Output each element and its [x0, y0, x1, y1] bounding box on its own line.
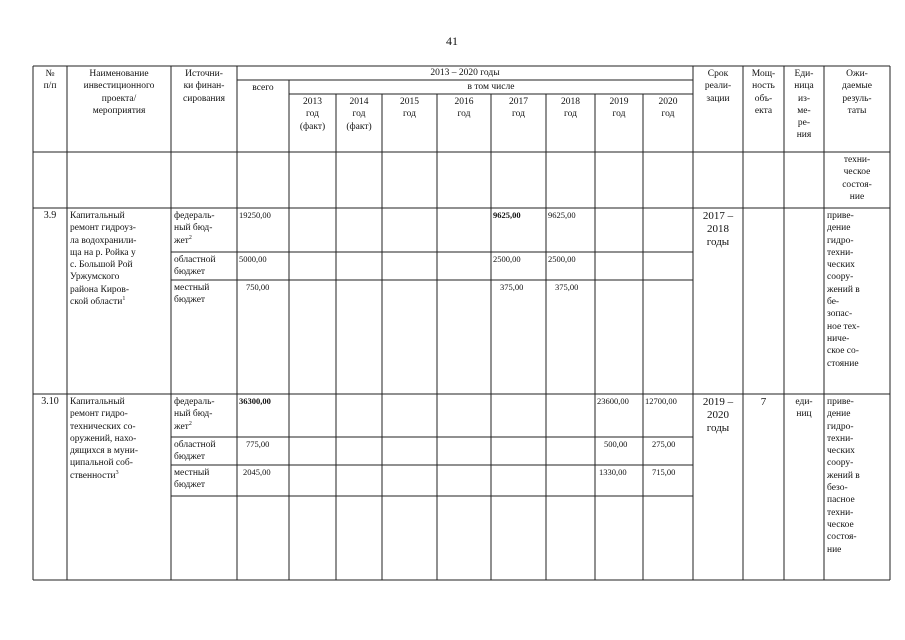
value-2020: 715,00: [652, 467, 676, 477]
value-2019: 23600,00: [597, 396, 629, 406]
measurement-unit: [784, 208, 824, 212]
header-year-2017: 2017 год: [509, 97, 528, 120]
total-value: 2045,00: [243, 467, 271, 477]
project-name: Капитальный ремонт гидро- технических со- оружений, нахо- дящихся в муни- ципальной соб- ственности$^3$: [70, 397, 138, 481]
value-2020: 12700,00: [645, 396, 677, 406]
project-name: Капитальный ремонт гидроуз- ла водохранили- ща на р. Ройка у с. Большой Рой Уржумского района Киров- ской области$^1$: [70, 211, 137, 308]
expected-results: приве- дение гидро- техни- ческих соору- жений в бе- зопас- ное тех- ниче- ское со- стояние: [827, 211, 860, 369]
header-capacity: Мощ- ность объ- екта: [751, 69, 776, 116]
header-results: Ожи- даемые резуль- таты: [842, 69, 872, 116]
total-value: 5000,00: [239, 254, 267, 264]
header-year-2020: 2020 год: [658, 97, 678, 120]
header-year-2013: 2013 год (факт): [299, 97, 326, 132]
funding-source-regional: областной бюджет: [174, 255, 216, 278]
header-including: в том числе: [467, 82, 515, 92]
header-term: Срок реали- зации: [704, 69, 732, 104]
value-2020: 275,00: [652, 439, 676, 449]
header-year-2016: 2016 год: [454, 97, 474, 120]
value-2017: 375,00: [500, 282, 524, 292]
funding-source-local: местный бюджет: [174, 468, 210, 491]
value-2018: 9625,00: [548, 210, 576, 220]
total-value: 36300,00: [239, 396, 271, 406]
project-number: 3.9: [43, 210, 57, 221]
total-value: 19250,00: [239, 210, 271, 220]
value-2017: 2500,00: [493, 254, 521, 264]
header-project-name: Наименование инвестиционного проекта/ мероприятия: [83, 69, 155, 116]
header-unit: Еди- ница из- ме- ре- ния: [794, 69, 814, 141]
object-capacity: [743, 208, 784, 212]
value-2019: 500,00: [604, 439, 628, 449]
total-value: 775,00: [246, 439, 270, 449]
continuation-result: техни- ческое состоя- ние: [842, 155, 872, 202]
value-2018: 375,00: [555, 282, 579, 292]
page-number: 41: [446, 34, 458, 48]
object-capacity: 7: [760, 396, 767, 408]
value-2018: 2500,00: [548, 254, 576, 264]
header-year-2019: 2019 год: [609, 97, 629, 120]
funding-source-federal: федераль- ный бюд- жет$^2$: [174, 211, 215, 246]
header-number: № п/п: [43, 69, 57, 92]
funding-source-local: местный бюджет: [174, 283, 210, 306]
implementation-term: 2019 – 2020 годы: [702, 396, 734, 434]
header-year-2018: 2018 год: [561, 97, 580, 120]
header-year-2014: 2014 год (факт): [346, 97, 372, 132]
total-value: 750,00: [246, 282, 270, 292]
measurement-unit: еди- ниц: [795, 397, 813, 420]
expected-results: приве- дение гидро- техни- ческих соору- жений в безо- пасное техни- ческое состоя- ние: [827, 397, 860, 555]
value-2017: 9625,00: [493, 210, 521, 220]
header-total: всего: [252, 83, 274, 93]
header-year-2015: 2015 год: [400, 97, 419, 120]
funding-source-federal: федераль- ный бюд- жет$^2$: [174, 397, 215, 432]
header-funding-source: Источни- ки финан- сирования: [183, 69, 225, 104]
funding-source-regional: областной бюджет: [174, 440, 216, 463]
project-number: 3.10: [41, 396, 59, 407]
header-period: 2013 – 2020 годы: [430, 68, 500, 78]
implementation-term: 2017 – 2018 годы: [702, 210, 734, 248]
value-2019: 1330,00: [599, 467, 627, 477]
